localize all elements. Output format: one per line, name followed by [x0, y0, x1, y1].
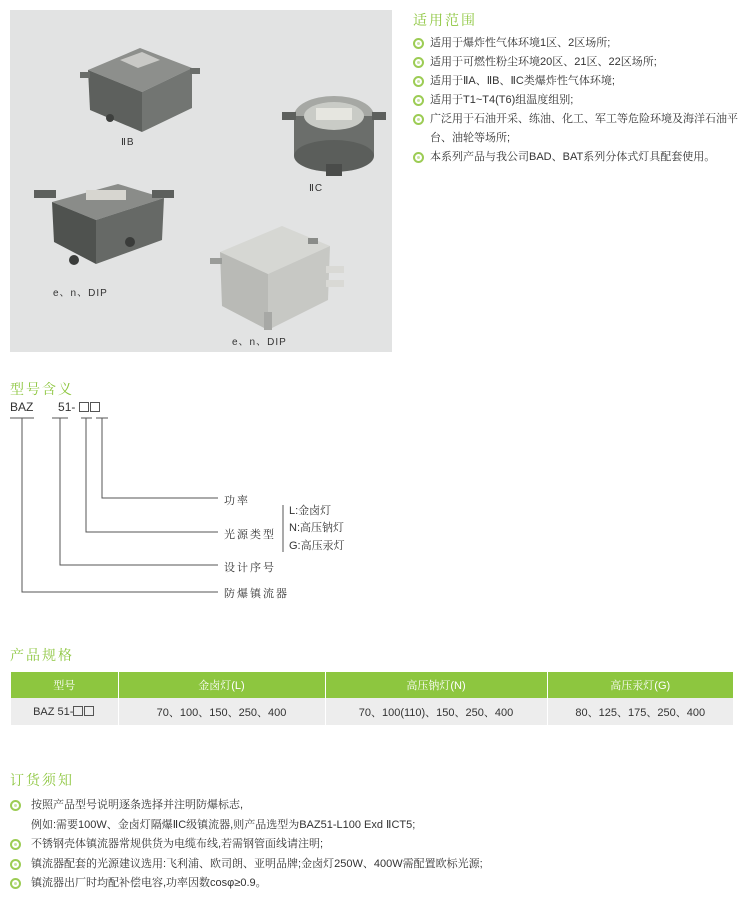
bullet-icon: [413, 114, 424, 125]
ballast-dip-dark-image: [34, 180, 174, 272]
scope-item: 适用于爆炸性气体环境1区、2区场所;: [413, 34, 748, 53]
product-photo-panel: [10, 10, 392, 352]
label-power: 功率: [224, 495, 250, 507]
code-box-icon: [84, 706, 94, 716]
bullet-icon: [10, 859, 21, 870]
bullet-icon: [413, 152, 424, 163]
order-title: 订货须知: [10, 772, 74, 788]
caption-iic: ⅡC: [309, 183, 324, 194]
header-sodium: 高压钠灯(N): [325, 672, 547, 698]
scope-item: 适用于可燃性粉尘环境20区、21区、22区场所;: [413, 53, 748, 72]
model-meaning-title: 型号含义: [10, 381, 74, 397]
scope-item: 本系列产品与我公司BAD、BAT系列分体式灯具配套使用。: [413, 148, 748, 167]
model-code-series: 51-: [58, 400, 76, 414]
spec-table: [11, 672, 733, 725]
caption-dip-dark: e、n、DIP: [53, 288, 108, 299]
bullet-icon: [413, 57, 424, 68]
header-mercury: 高压汞灯(G): [547, 672, 733, 698]
order-list: [10, 796, 740, 894]
label-ballast: 防爆镇流器: [224, 588, 289, 600]
order-item: 镇流器出厂时均配补偿电容,功率因数cosφ≥0.9。: [10, 874, 740, 894]
bullet-icon: [413, 38, 424, 49]
model-code-prefix: BAZ: [10, 400, 34, 414]
bullet-icon: [413, 95, 424, 106]
ballast-iib-image: [80, 40, 200, 140]
cell-model: BAZ 51-: [11, 698, 118, 725]
code-box-icon: [79, 402, 89, 412]
scope-item: 广泛用于石油开采、练油、化工、军工等危险环境及海洋石油平台、油轮等场所;: [413, 110, 748, 148]
model-code: [10, 400, 101, 414]
light-option-g: G:高压汞灯: [289, 540, 345, 552]
scope-title: 适用范围: [413, 12, 477, 28]
caption-dip-stainless: e、n、DIP: [232, 337, 287, 348]
caption-iib: ⅡB: [121, 137, 135, 148]
bullet-icon: [10, 878, 21, 889]
bullet-icon: [413, 76, 424, 87]
code-box-icon: [73, 706, 83, 716]
ballast-iic-image: [282, 86, 386, 178]
bullet-icon: [10, 839, 21, 850]
scope-item: 适用于T1~T4(T6)组温度组别;: [413, 91, 748, 110]
code-box-icon: [90, 402, 100, 412]
light-option-l: L:金卤灯: [289, 505, 332, 517]
table-row: [11, 698, 733, 725]
bullet-icon: [10, 800, 21, 811]
spec-title: 产品规格: [10, 647, 74, 663]
cell-mercury: 80、125、175、250、400: [547, 698, 733, 725]
scope-list: [413, 34, 748, 167]
cell-sodium: 70、100(110)、150、250、400: [325, 698, 547, 725]
light-option-n: N:高压钠灯: [289, 522, 344, 534]
label-light-type: 光源类型: [224, 529, 276, 541]
header-model: 型号: [11, 672, 118, 698]
order-item: 按照产品型号说明逐条选择并注明防爆标志,: [10, 796, 740, 816]
header-metal-halide: 金卤灯(L): [118, 672, 325, 698]
ballast-dip-stainless-image: [204, 218, 344, 338]
cell-metal-halide: 70、100、150、250、400: [118, 698, 325, 725]
order-example: 例如:需要100W、金卤灯隔爆ⅡC级镇流器,则产品选型为BAZ51-L100 Exd ⅡCT5;: [31, 818, 416, 831]
order-item: 不锈钢壳体镇流器常规供货为电缆布线,若需钢管面线请注明;: [10, 835, 740, 855]
scope-item: 适用于ⅡA、ⅡB、ⅡC类爆炸性气体环境;: [413, 72, 748, 91]
label-design-no: 设计序号: [224, 562, 276, 574]
spec-header-row: [11, 672, 733, 698]
order-item: 镇流器配套的光源建议选用:飞利浦、欧司朗、亚明品牌;金卤灯250W、400W需配置欧标光源;: [10, 855, 740, 875]
